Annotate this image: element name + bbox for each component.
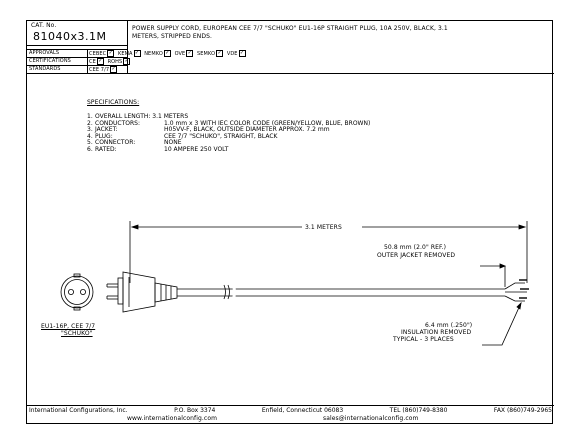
divider xyxy=(27,405,554,406)
approval-item: VDE ✓ xyxy=(226,50,245,57)
check-icon: ✓ xyxy=(217,50,222,56)
approval-item: NEMKO ✓ xyxy=(144,50,170,57)
jacket-dimension: 50.8 mm (2.0" REF.) xyxy=(384,244,447,251)
approval-item: CEBEC ✓ xyxy=(89,50,113,57)
check-icon: ✓ xyxy=(108,50,113,56)
earth-clip xyxy=(74,307,80,310)
check-icon: ✓ xyxy=(124,58,129,64)
check-icon: ✓ xyxy=(187,50,192,56)
arrow-head xyxy=(519,225,525,229)
fax: FAX (860)749-2965 xyxy=(493,407,552,414)
spec-row: 4. PLUG: CEE 7/7 "SCHUKO", STRAIGHT, BLACK xyxy=(87,132,278,140)
certification-item: ROHS ✓ xyxy=(107,58,129,65)
plug-body xyxy=(123,272,155,312)
specifications-title: SPECIFICATIONS: xyxy=(87,99,140,106)
spec-row: 2. CONDUCTORS: 1.0 mm x 3 WITH IEC COLOR CODE (GREEN/YELLOW, BLUE, BROWN) xyxy=(87,119,371,127)
standards-label: STANDARDS xyxy=(29,66,61,72)
email: sales@internationalconfig.com xyxy=(323,415,419,422)
drawing-sheet xyxy=(26,20,553,424)
catalog-number: 81040x3.1M xyxy=(33,30,107,43)
arrow-head xyxy=(132,225,138,229)
approvals-label: APPROVALS xyxy=(29,50,60,56)
plug-pin xyxy=(80,289,85,294)
arrow-head xyxy=(517,303,521,309)
cord-drawing xyxy=(27,21,554,425)
spec-row: 6. RATED: 10 AMPERE 250 VOLT xyxy=(87,145,229,153)
po-box: P.O. Box 3374 xyxy=(174,407,216,414)
approval-item: KEMA ✓ xyxy=(117,50,140,57)
jacket-note: OUTER JACKET REMOVED xyxy=(377,252,456,259)
earth-clip xyxy=(74,274,80,277)
footer-contact xyxy=(29,407,552,414)
certifications-label: CERTIFICATIONS xyxy=(29,58,71,64)
check-icon: ✓ xyxy=(165,50,170,56)
spec-row: 1. OVERALL LENGTH: 3.1 METERS xyxy=(87,113,189,120)
arrow-head xyxy=(500,264,505,268)
address: Enfield, Connecticut 06083 xyxy=(261,407,344,414)
cat-label: CAT. No. xyxy=(31,22,57,29)
insulation-note-typical: TYPICAL - 3 PLACES xyxy=(393,336,454,343)
conductor xyxy=(505,283,525,289)
spec-row: 3. JACKET: H05VV-F, BLACK, OUTSIDE DIAMETER APPROX. 7.2 mm xyxy=(87,126,330,134)
overall-length-dimension: 3.1 METERS xyxy=(305,224,342,231)
check-icon: ✓ xyxy=(134,50,140,56)
break-symbol xyxy=(224,285,230,299)
plug-front-face xyxy=(118,278,123,304)
leader-line xyxy=(482,303,521,345)
company-name: International Configurations, Inc. xyxy=(29,407,128,414)
approval-item: OVE ✓ xyxy=(174,50,192,57)
certification-item: CE ✓ xyxy=(89,58,103,65)
telephone: TEL (860)749-8380 xyxy=(389,407,448,414)
plug-label: EU1-16P, CEE 7/7 xyxy=(41,323,96,330)
insulation-note: INSULATION REMOVED xyxy=(401,329,472,336)
description-line-2: METERS, STRIPPED ENDS. xyxy=(132,33,212,40)
check-icon: ✓ xyxy=(98,58,103,64)
plug-face xyxy=(61,276,93,308)
plug-pin xyxy=(68,289,73,294)
check-icon: ✓ xyxy=(111,66,116,72)
website: www.internationalconfig.com xyxy=(127,415,218,422)
approval-item: SEMKO ✓ xyxy=(197,50,222,57)
spec-row: 5. CONNECTOR: NONE xyxy=(87,139,182,147)
plug-label-schuko: "SCHUKO" xyxy=(61,330,93,337)
insulation-dimension: 6.4 mm (.250") xyxy=(425,322,473,329)
check-icon: ✓ xyxy=(239,50,245,56)
standard-item: CEE 7/7 ✓ xyxy=(89,66,116,73)
description-line-1: POWER SUPPLY CORD, EUROPEAN CEE 7/7 "SCHUKO" EU1-16P STRAIGHT PLUG, 10A 250V, BLACK, 3.1 xyxy=(132,25,448,32)
